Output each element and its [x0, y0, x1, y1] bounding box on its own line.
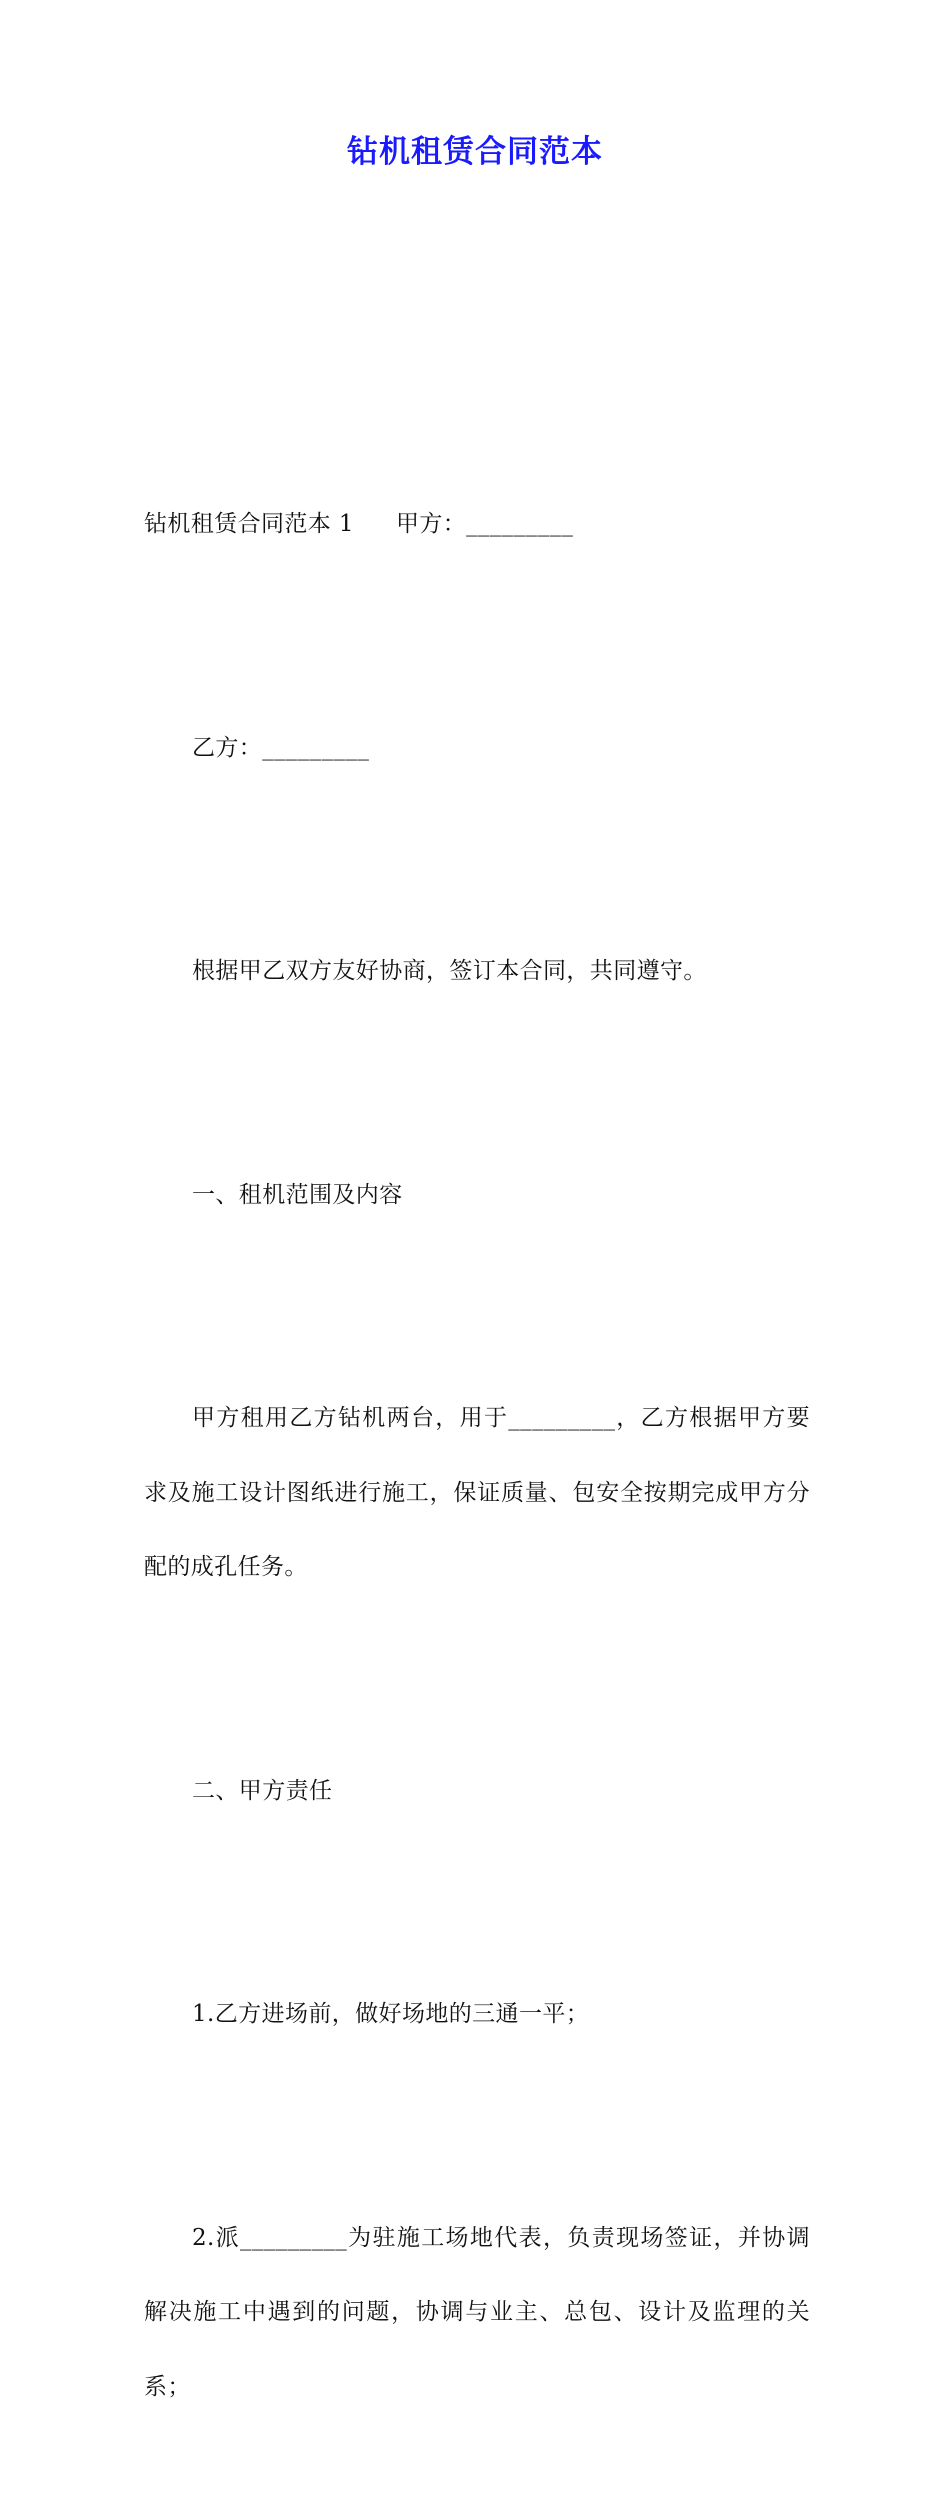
contract-subtitle: 钻机租赁合同范本 1 — [144, 511, 354, 537]
document-title: 钻机租赁合同范本 — [347, 134, 603, 170]
section-2-item-1: 1.乙方进场前，做好场地的三通一平； — [192, 2001, 590, 2027]
section-2-item-2: 2.派_________为驻施工场地代表，负责现场签证，并协调解决施工中遇到的问题，协调与业主、总包、设计及监理的关系； — [144, 2224, 810, 2400]
section-1-paragraph: 甲方租用乙方钻机两台，用于_________，乙方根据甲方要求及施工设计图纸进行施工，保证质量、包安全按期完成甲方分配的成孔任务。 — [144, 1405, 810, 1580]
contract-heading-line — [144, 487, 810, 562]
party-a-line: 甲方：_________ — [395, 511, 574, 537]
section-heading-1: 一、租机范围及内容 — [192, 1181, 403, 1208]
document-body — [144, 338, 810, 2499]
section-heading-2: 二、甲方责任 — [192, 1777, 333, 1804]
party-b-line: 乙方：_________ — [192, 734, 370, 761]
preamble-paragraph: 根据甲乙双方友好协商，签订本合同，共同遵守。 — [192, 958, 707, 984]
